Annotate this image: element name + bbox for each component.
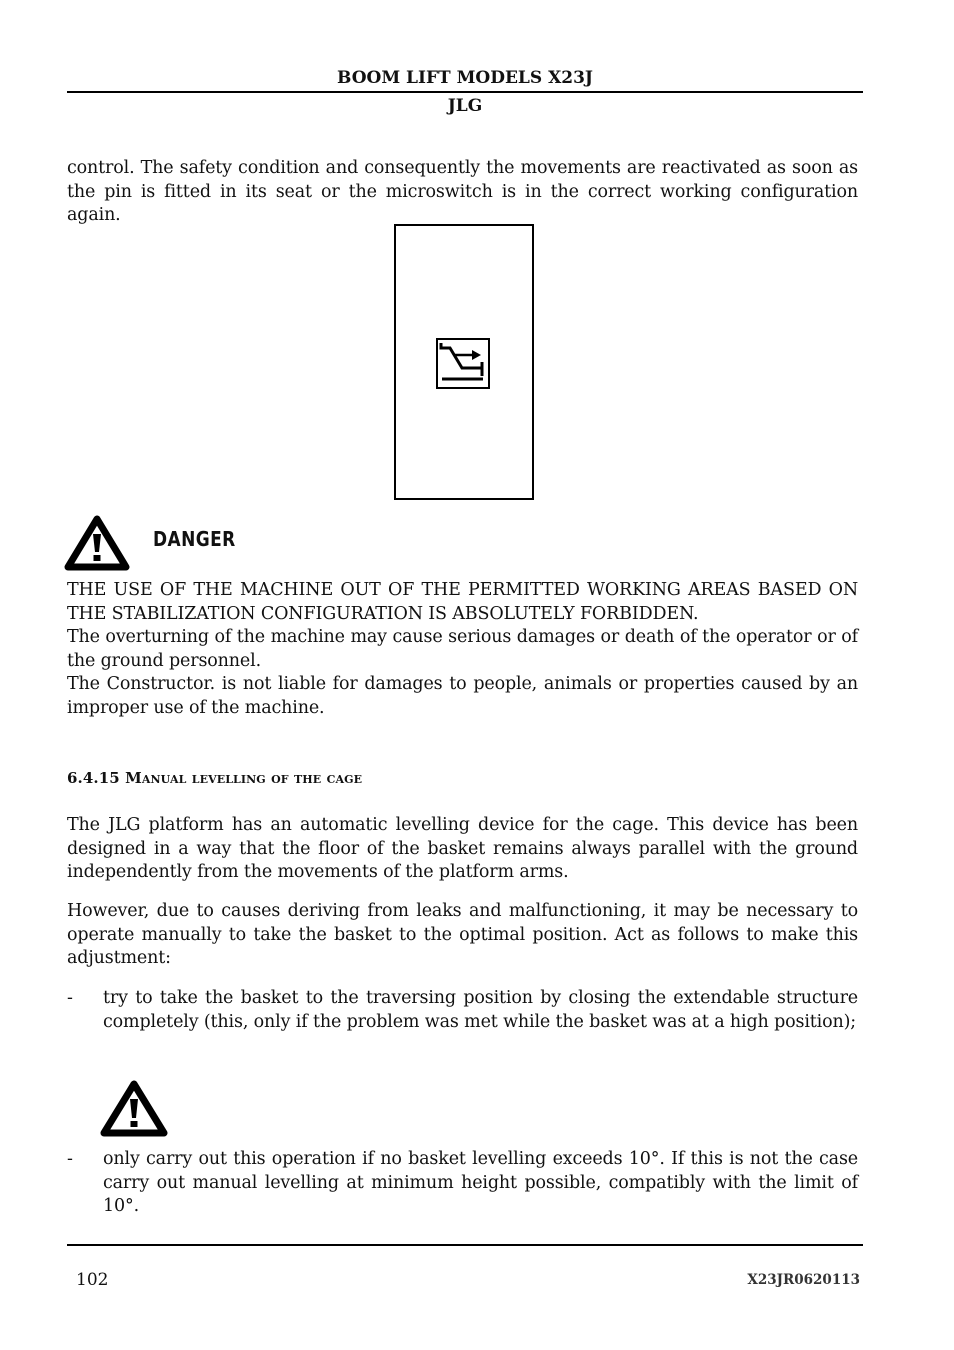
section-number: 6.4.15 <box>67 769 120 787</box>
bullet-marker: - <box>67 988 73 1008</box>
header-rule <box>67 91 863 93</box>
section-heading <box>67 769 362 787</box>
danger-text-3: The Constructor. is not liable for damages to people, animals or properties caused by an improper use of the machine. <box>67 674 858 718</box>
header-title: BOOM LIFT MODELS X23J <box>337 68 593 88</box>
bullet-item-1: try to take the basket to the traversing position by closing the extendable structure completely (this, only if the problem was met while the basket was at a high position); <box>103 988 858 1032</box>
danger-text-1: THE USE OF THE MACHINE OUT OF THE PERMITTED WORKING AREAS BASED ON THE STABILIZATION CONFIGURATION IS ABSOLUTELY FORBIDDEN. <box>67 580 858 624</box>
bullet-item-2: only carry out this operation if no basket levelling exceeds 10°. If this is not the case carry out manual levelling at minimum height possible, compatibly with the limit of 10°. <box>103 1149 858 1216</box>
document-code: X23JR0620113 <box>747 1272 860 1288</box>
intro-paragraph: control. The safety condition and consequently the movements are reactivated as soon as the pin is fitted in its seat or the microswitch is in the correct working configuration again. <box>67 158 858 225</box>
bullet-marker: - <box>67 1149 73 1169</box>
header-subtitle: JLG <box>447 96 483 116</box>
warning-triangle-icon <box>64 514 130 572</box>
footer-rule <box>67 1244 863 1246</box>
stabilizer-microswitch-icon <box>436 338 490 389</box>
page-number: 102 <box>76 1270 109 1290</box>
danger-text-2: The overturning of the machine may cause serious damages or death of the operator or of the ground personnel. <box>67 627 858 671</box>
section-title: Manual levelling of the cage <box>125 769 363 787</box>
body-paragraph-1: The JLG platform has an automatic levelling device for the cage. This device has been designed in a way that the floor of the basket remains always parallel with the ground independently from the movements of the platform arms. <box>67 815 858 882</box>
body-paragraph-2: However, due to causes deriving from leaks and malfunctioning, it may be necessary to operate manually to take the basket to the optimal position. Act as follows to make this adjustment: <box>67 901 858 968</box>
danger-label: DANGER <box>153 527 236 551</box>
warning-triangle-icon <box>100 1079 168 1138</box>
